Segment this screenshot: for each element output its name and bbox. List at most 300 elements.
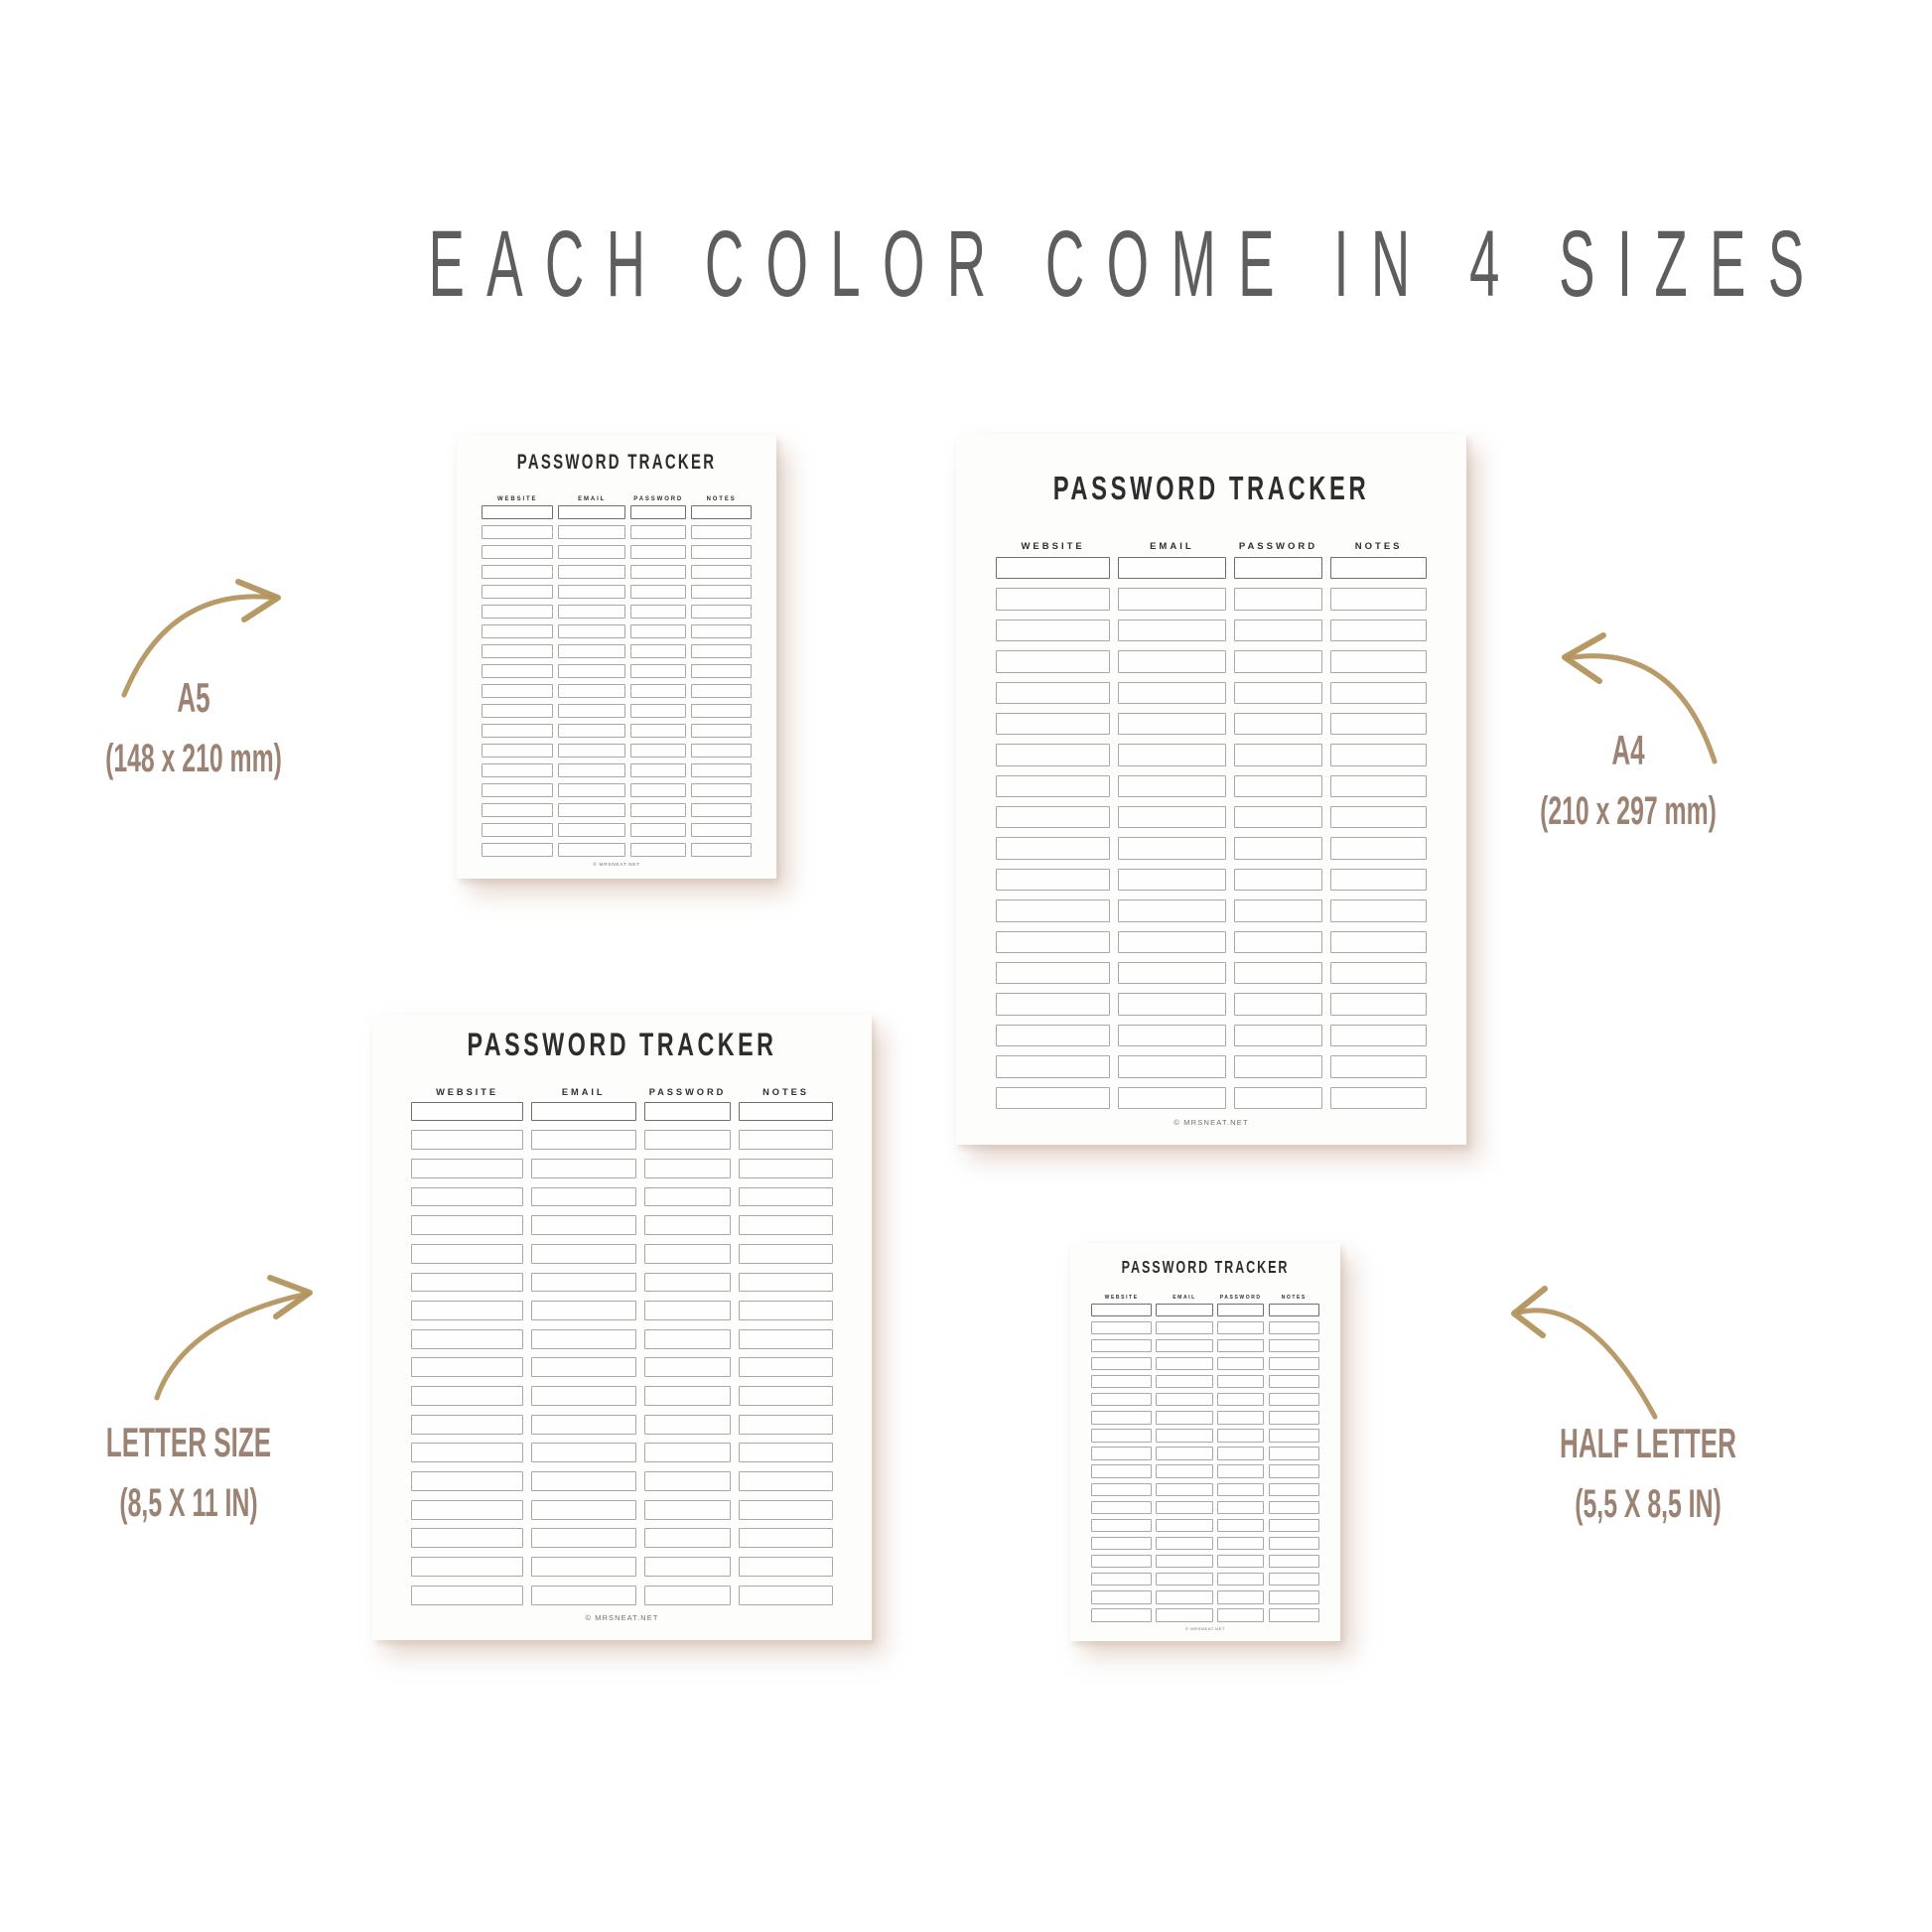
size-dimensions: (8,5 X 11 IN) (119, 1481, 258, 1526)
column-headers (996, 541, 1427, 552)
grid-cell (1330, 682, 1427, 704)
grid-cell (558, 585, 625, 599)
grid-cell (644, 1329, 732, 1349)
grid-cell (482, 803, 553, 817)
grid-cell (1234, 806, 1323, 828)
grid-cell (1156, 1447, 1212, 1459)
grid-cell (411, 1471, 523, 1491)
grid-cell (1091, 1393, 1152, 1406)
grid-cell (558, 525, 625, 539)
grid-cell (739, 1215, 833, 1235)
grid-cell (644, 1528, 732, 1548)
grid-cell (482, 684, 553, 698)
grid-cell (1091, 1339, 1152, 1352)
grid-cell (531, 1215, 636, 1235)
grid-cell (482, 823, 553, 837)
grid-cell (482, 644, 553, 658)
column-header-email: EMAIL (578, 495, 607, 502)
grid-cell (644, 1415, 732, 1435)
grid-cell (1118, 682, 1225, 704)
half-letter-paper-mockup (1070, 1243, 1340, 1641)
grid-cell (531, 1528, 636, 1548)
grid-cell (739, 1415, 833, 1435)
grid-cell (1156, 1608, 1212, 1621)
grid-cell (482, 744, 553, 758)
grid-cell (1269, 1321, 1319, 1334)
grid-cell (1118, 931, 1225, 953)
grid-cell (1156, 1429, 1212, 1442)
grid-cell (531, 1471, 636, 1491)
grid-cell (644, 1557, 732, 1577)
grid-cell (1217, 1339, 1265, 1352)
column-headers (1091, 1295, 1319, 1301)
grid-cell (411, 1215, 523, 1235)
grid-cell (531, 1500, 636, 1520)
grid-cell (1269, 1501, 1319, 1514)
grid-cell (644, 1102, 732, 1122)
grid-cell (1269, 1464, 1319, 1477)
grid-cell (996, 713, 1110, 735)
grid-cell (1269, 1393, 1319, 1406)
grid-cell (644, 1500, 732, 1520)
grid-cell (482, 505, 553, 519)
grid-cell (1118, 837, 1225, 859)
grid-cell (1234, 1087, 1323, 1109)
grid-cell (630, 605, 686, 619)
column-header-website: WEBSITE (497, 495, 538, 502)
grid-cell (630, 525, 686, 539)
grid-cell (1217, 1519, 1265, 1532)
grid-cell (630, 724, 686, 738)
grid-cell (996, 1025, 1110, 1046)
grid-cell (558, 505, 625, 519)
grid-cell (739, 1557, 833, 1577)
grid-cell (558, 803, 625, 817)
grid-cell (1217, 1447, 1265, 1459)
grid-cell (1269, 1519, 1319, 1532)
grid-cell (1156, 1393, 1212, 1406)
grid-cell (996, 682, 1110, 704)
grid-cell (691, 525, 751, 539)
grid-cell (691, 744, 751, 758)
grid-cell (739, 1159, 833, 1178)
grid-cell (996, 650, 1110, 672)
grid-cell (630, 664, 686, 678)
grid-cell (1091, 1573, 1152, 1586)
grid-cell (531, 1130, 636, 1150)
grid-cell (644, 1386, 732, 1406)
grid-cell (531, 1557, 636, 1577)
grid-cell (1217, 1357, 1265, 1370)
grid-cell (531, 1273, 636, 1293)
grid-cell (644, 1187, 732, 1207)
grid-cell (996, 1055, 1110, 1077)
grid-cell (1156, 1357, 1212, 1370)
grid-cell (1118, 713, 1225, 735)
grid-cell (482, 585, 553, 599)
column-headers (411, 1087, 833, 1097)
grid-cell (644, 1244, 732, 1264)
grid-cell (1269, 1573, 1319, 1586)
grid-cell (558, 545, 625, 559)
grid-cell (1156, 1519, 1212, 1532)
grid-cell (691, 505, 751, 519)
grid-cell (1217, 1555, 1265, 1568)
grid-cell (531, 1301, 636, 1320)
tracker-grid (1091, 1304, 1319, 1622)
grid-cell (1091, 1608, 1152, 1621)
grid-cell (1234, 1055, 1323, 1077)
grid-cell (1091, 1304, 1152, 1316)
grid-cell (558, 605, 625, 619)
grid-cell (630, 843, 686, 857)
grid-cell (1330, 650, 1427, 672)
sheet-footer: © MRSNEAT.NET (593, 862, 640, 868)
column-header-email: EMAIL (1173, 1294, 1196, 1301)
grid-cell (558, 783, 625, 797)
grid-cell (1234, 682, 1323, 704)
grid-cell (411, 1500, 523, 1520)
grid-cell (1234, 931, 1323, 953)
size-name: HALF LETTER (1560, 1420, 1736, 1466)
grid-cell (1330, 588, 1427, 610)
grid-cell (1217, 1501, 1265, 1514)
size-label-letter (30, 1420, 347, 1525)
grid-cell (1234, 650, 1323, 672)
grid-cell (1091, 1483, 1152, 1496)
grid-cell (482, 783, 553, 797)
column-header-email: EMAIL (1150, 540, 1194, 552)
grid-cell (1234, 993, 1323, 1015)
grid-cell (1330, 962, 1427, 984)
grid-cell (691, 724, 751, 738)
grid-cell (411, 1415, 523, 1435)
grid-cell (1118, 620, 1225, 641)
grid-cell (630, 803, 686, 817)
grid-cell (1217, 1304, 1265, 1316)
grid-cell (691, 624, 751, 638)
tracker-grid (411, 1102, 833, 1605)
grid-cell (1234, 620, 1323, 641)
grid-cell (1118, 650, 1225, 672)
grid-cell (1118, 588, 1225, 610)
grid-cell (691, 704, 751, 718)
grid-cell (482, 704, 553, 718)
grid-cell (1330, 869, 1427, 891)
grid-cell (996, 775, 1110, 797)
grid-cell (1234, 775, 1323, 797)
column-header-notes: NOTES (762, 1086, 809, 1097)
grid-cell (1156, 1304, 1212, 1316)
grid-cell (691, 843, 751, 857)
grid-cell (1091, 1464, 1152, 1477)
grid-cell (1330, 744, 1427, 765)
grid-cell (1091, 1590, 1152, 1603)
grid-cell (558, 664, 625, 678)
grid-cell (411, 1386, 523, 1406)
grid-cell (531, 1187, 636, 1207)
grid-cell (1156, 1464, 1212, 1477)
grid-cell (739, 1187, 833, 1207)
page-title: EACH COLOR COME IN 4 SIZES (428, 209, 1827, 317)
grid-cell (630, 783, 686, 797)
size-label-a5 (35, 675, 352, 780)
grid-cell (1156, 1573, 1212, 1586)
grid-cell (691, 664, 751, 678)
grid-cell (1118, 962, 1225, 984)
column-header-password: PASSWORD (633, 495, 684, 502)
grid-cell (1330, 620, 1427, 641)
grid-cell (644, 1443, 732, 1462)
grid-cell (411, 1528, 523, 1548)
a5-paper-mockup (457, 435, 776, 879)
column-header-password: PASSWORD (1238, 540, 1318, 552)
size-dimensions: (5,5 X 8,5 IN) (1575, 1482, 1722, 1527)
grid-cell (630, 763, 686, 777)
grid-cell (1091, 1375, 1152, 1388)
grid-cell (411, 1586, 523, 1605)
grid-cell (1156, 1501, 1212, 1514)
grid-cell (558, 724, 625, 738)
grid-cell (1234, 899, 1323, 921)
size-label-half (1489, 1421, 1807, 1526)
size-name: LETTER SIZE (105, 1419, 272, 1465)
grid-cell (739, 1102, 833, 1122)
grid-cell (1330, 1025, 1427, 1046)
grid-cell (1156, 1590, 1212, 1603)
grid-cell (1269, 1429, 1319, 1442)
grid-cell (739, 1528, 833, 1548)
grid-cell (1217, 1375, 1265, 1388)
grid-cell (630, 545, 686, 559)
grid-cell (644, 1301, 732, 1320)
column-header-password: PASSWORD (1219, 1294, 1262, 1301)
grid-cell (1234, 962, 1323, 984)
grid-cell (1217, 1537, 1265, 1550)
grid-cell (739, 1471, 833, 1491)
grid-cell (1269, 1555, 1319, 1568)
grid-cell (1330, 806, 1427, 828)
grid-cell (644, 1586, 732, 1605)
grid-cell (482, 843, 553, 857)
grid-cell (1330, 931, 1427, 953)
grid-cell (411, 1301, 523, 1320)
grid-cell (630, 744, 686, 758)
grid-cell (739, 1500, 833, 1520)
column-header-notes: NOTES (1281, 1294, 1307, 1301)
a4-paper-mockup (956, 434, 1466, 1145)
grid-cell (644, 1471, 732, 1491)
grid-cell (1234, 557, 1323, 579)
grid-cell (1156, 1375, 1212, 1388)
grid-cell (1118, 869, 1225, 891)
grid-cell (691, 823, 751, 837)
grid-cell (1118, 1055, 1225, 1077)
grid-cell (558, 624, 625, 638)
grid-cell (482, 565, 553, 579)
grid-cell (1118, 557, 1225, 579)
grid-cell (1234, 1025, 1323, 1046)
grid-cell (630, 823, 686, 837)
grid-cell (996, 588, 1110, 610)
grid-cell (1269, 1304, 1319, 1316)
grid-cell (1118, 775, 1225, 797)
grid-cell (482, 763, 553, 777)
grid-cell (1118, 1025, 1225, 1046)
grid-cell (1330, 1055, 1427, 1077)
grid-cell (531, 1329, 636, 1349)
letter-paper-mockup (372, 1015, 872, 1640)
grid-cell (1091, 1447, 1152, 1459)
grid-cell (1330, 713, 1427, 735)
size-name: A5 (177, 674, 210, 721)
grid-cell (1118, 993, 1225, 1015)
grid-cell (482, 664, 553, 678)
grid-cell (531, 1357, 636, 1377)
size-dimensions: (210 x 297 mm) (1540, 789, 1717, 834)
grid-cell (739, 1357, 833, 1377)
grid-cell (739, 1443, 833, 1462)
grid-cell (411, 1159, 523, 1178)
grid-cell (1091, 1537, 1152, 1550)
grid-cell (558, 644, 625, 658)
grid-cell (1118, 744, 1225, 765)
grid-cell (411, 1102, 523, 1122)
grid-cell (630, 565, 686, 579)
grid-cell (1217, 1321, 1265, 1334)
grid-cell (996, 1087, 1110, 1109)
grid-cell (739, 1244, 833, 1264)
half-letter-arrow-icon (1514, 1289, 1655, 1417)
size-name: A4 (1611, 727, 1645, 773)
grid-cell (630, 704, 686, 718)
grid-cell (1217, 1464, 1265, 1477)
grid-cell (1269, 1339, 1319, 1352)
grid-cell (411, 1187, 523, 1207)
grid-cell (1118, 1087, 1225, 1109)
grid-cell (996, 557, 1110, 579)
grid-cell (1217, 1429, 1265, 1442)
grid-cell (411, 1357, 523, 1377)
grid-cell (411, 1557, 523, 1577)
grid-cell (1156, 1411, 1212, 1424)
grid-cell (531, 1386, 636, 1406)
grid-cell (1091, 1501, 1152, 1514)
grid-cell (1269, 1483, 1319, 1496)
grid-cell (1234, 869, 1323, 891)
grid-cell (1269, 1411, 1319, 1424)
grid-cell (1091, 1555, 1152, 1568)
grid-cell (739, 1586, 833, 1605)
grid-cell (531, 1159, 636, 1178)
grid-cell (644, 1215, 732, 1235)
column-headers (482, 496, 752, 502)
sheet-title: PASSWORD TRACKER (1052, 470, 1370, 506)
grid-cell (1091, 1321, 1152, 1334)
grid-cell (996, 837, 1110, 859)
size-dimensions: (148 x 210 mm) (105, 737, 282, 781)
grid-cell (630, 644, 686, 658)
grid-cell (1156, 1483, 1212, 1496)
grid-cell (558, 684, 625, 698)
grid-cell (411, 1244, 523, 1264)
sheet-footer: © MRSNEAT.NET (1173, 1118, 1249, 1127)
grid-cell (1156, 1339, 1212, 1352)
grid-cell (996, 931, 1110, 953)
grid-cell (996, 993, 1110, 1015)
grid-cell (482, 724, 553, 738)
grid-cell (644, 1273, 732, 1293)
grid-cell (411, 1329, 523, 1349)
grid-cell (1269, 1590, 1319, 1603)
grid-cell (996, 899, 1110, 921)
grid-cell (1091, 1357, 1152, 1370)
grid-cell (630, 505, 686, 519)
grid-cell (1217, 1608, 1265, 1621)
grid-cell (1269, 1537, 1319, 1550)
grid-cell (1156, 1537, 1212, 1550)
tracker-grid (482, 505, 752, 857)
tracker-grid (996, 557, 1427, 1109)
grid-cell (644, 1357, 732, 1377)
grid-cell (996, 962, 1110, 984)
grid-cell (1269, 1608, 1319, 1621)
grid-cell (1330, 1087, 1427, 1109)
grid-cell (482, 624, 553, 638)
column-header-website: WEBSITE (1104, 1294, 1139, 1301)
grid-cell (691, 803, 751, 817)
grid-cell (1156, 1321, 1212, 1334)
grid-cell (691, 783, 751, 797)
grid-cell (630, 684, 686, 698)
grid-cell (558, 843, 625, 857)
grid-cell (531, 1244, 636, 1264)
sheet-title: PASSWORD TRACKER (467, 1027, 777, 1062)
column-header-notes: NOTES (706, 495, 737, 502)
grid-cell (1217, 1590, 1265, 1603)
grid-cell (1330, 557, 1427, 579)
sheet-title: PASSWORD TRACKER (516, 451, 717, 475)
grid-cell (1330, 993, 1427, 1015)
grid-cell (630, 624, 686, 638)
grid-cell (1330, 899, 1427, 921)
grid-cell (1234, 713, 1323, 735)
sheet-footer: © MRSNEAT.NET (585, 1613, 659, 1623)
grid-cell (531, 1102, 636, 1122)
grid-cell (411, 1130, 523, 1150)
grid-cell (482, 605, 553, 619)
grid-cell (691, 684, 751, 698)
grid-cell (739, 1273, 833, 1293)
grid-cell (1269, 1357, 1319, 1370)
grid-cell (1269, 1375, 1319, 1388)
grid-cell (644, 1130, 732, 1150)
grid-cell (1217, 1573, 1265, 1586)
grid-cell (1330, 775, 1427, 797)
grid-cell (558, 823, 625, 837)
grid-cell (644, 1159, 732, 1178)
grid-cell (739, 1386, 833, 1406)
grid-cell (691, 545, 751, 559)
column-header-notes: NOTES (1354, 540, 1403, 552)
grid-cell (996, 806, 1110, 828)
grid-cell (558, 763, 625, 777)
grid-cell (1091, 1519, 1152, 1532)
grid-cell (411, 1443, 523, 1462)
grid-cell (1234, 744, 1323, 765)
grid-cell (996, 620, 1110, 641)
grid-cell (1217, 1393, 1265, 1406)
